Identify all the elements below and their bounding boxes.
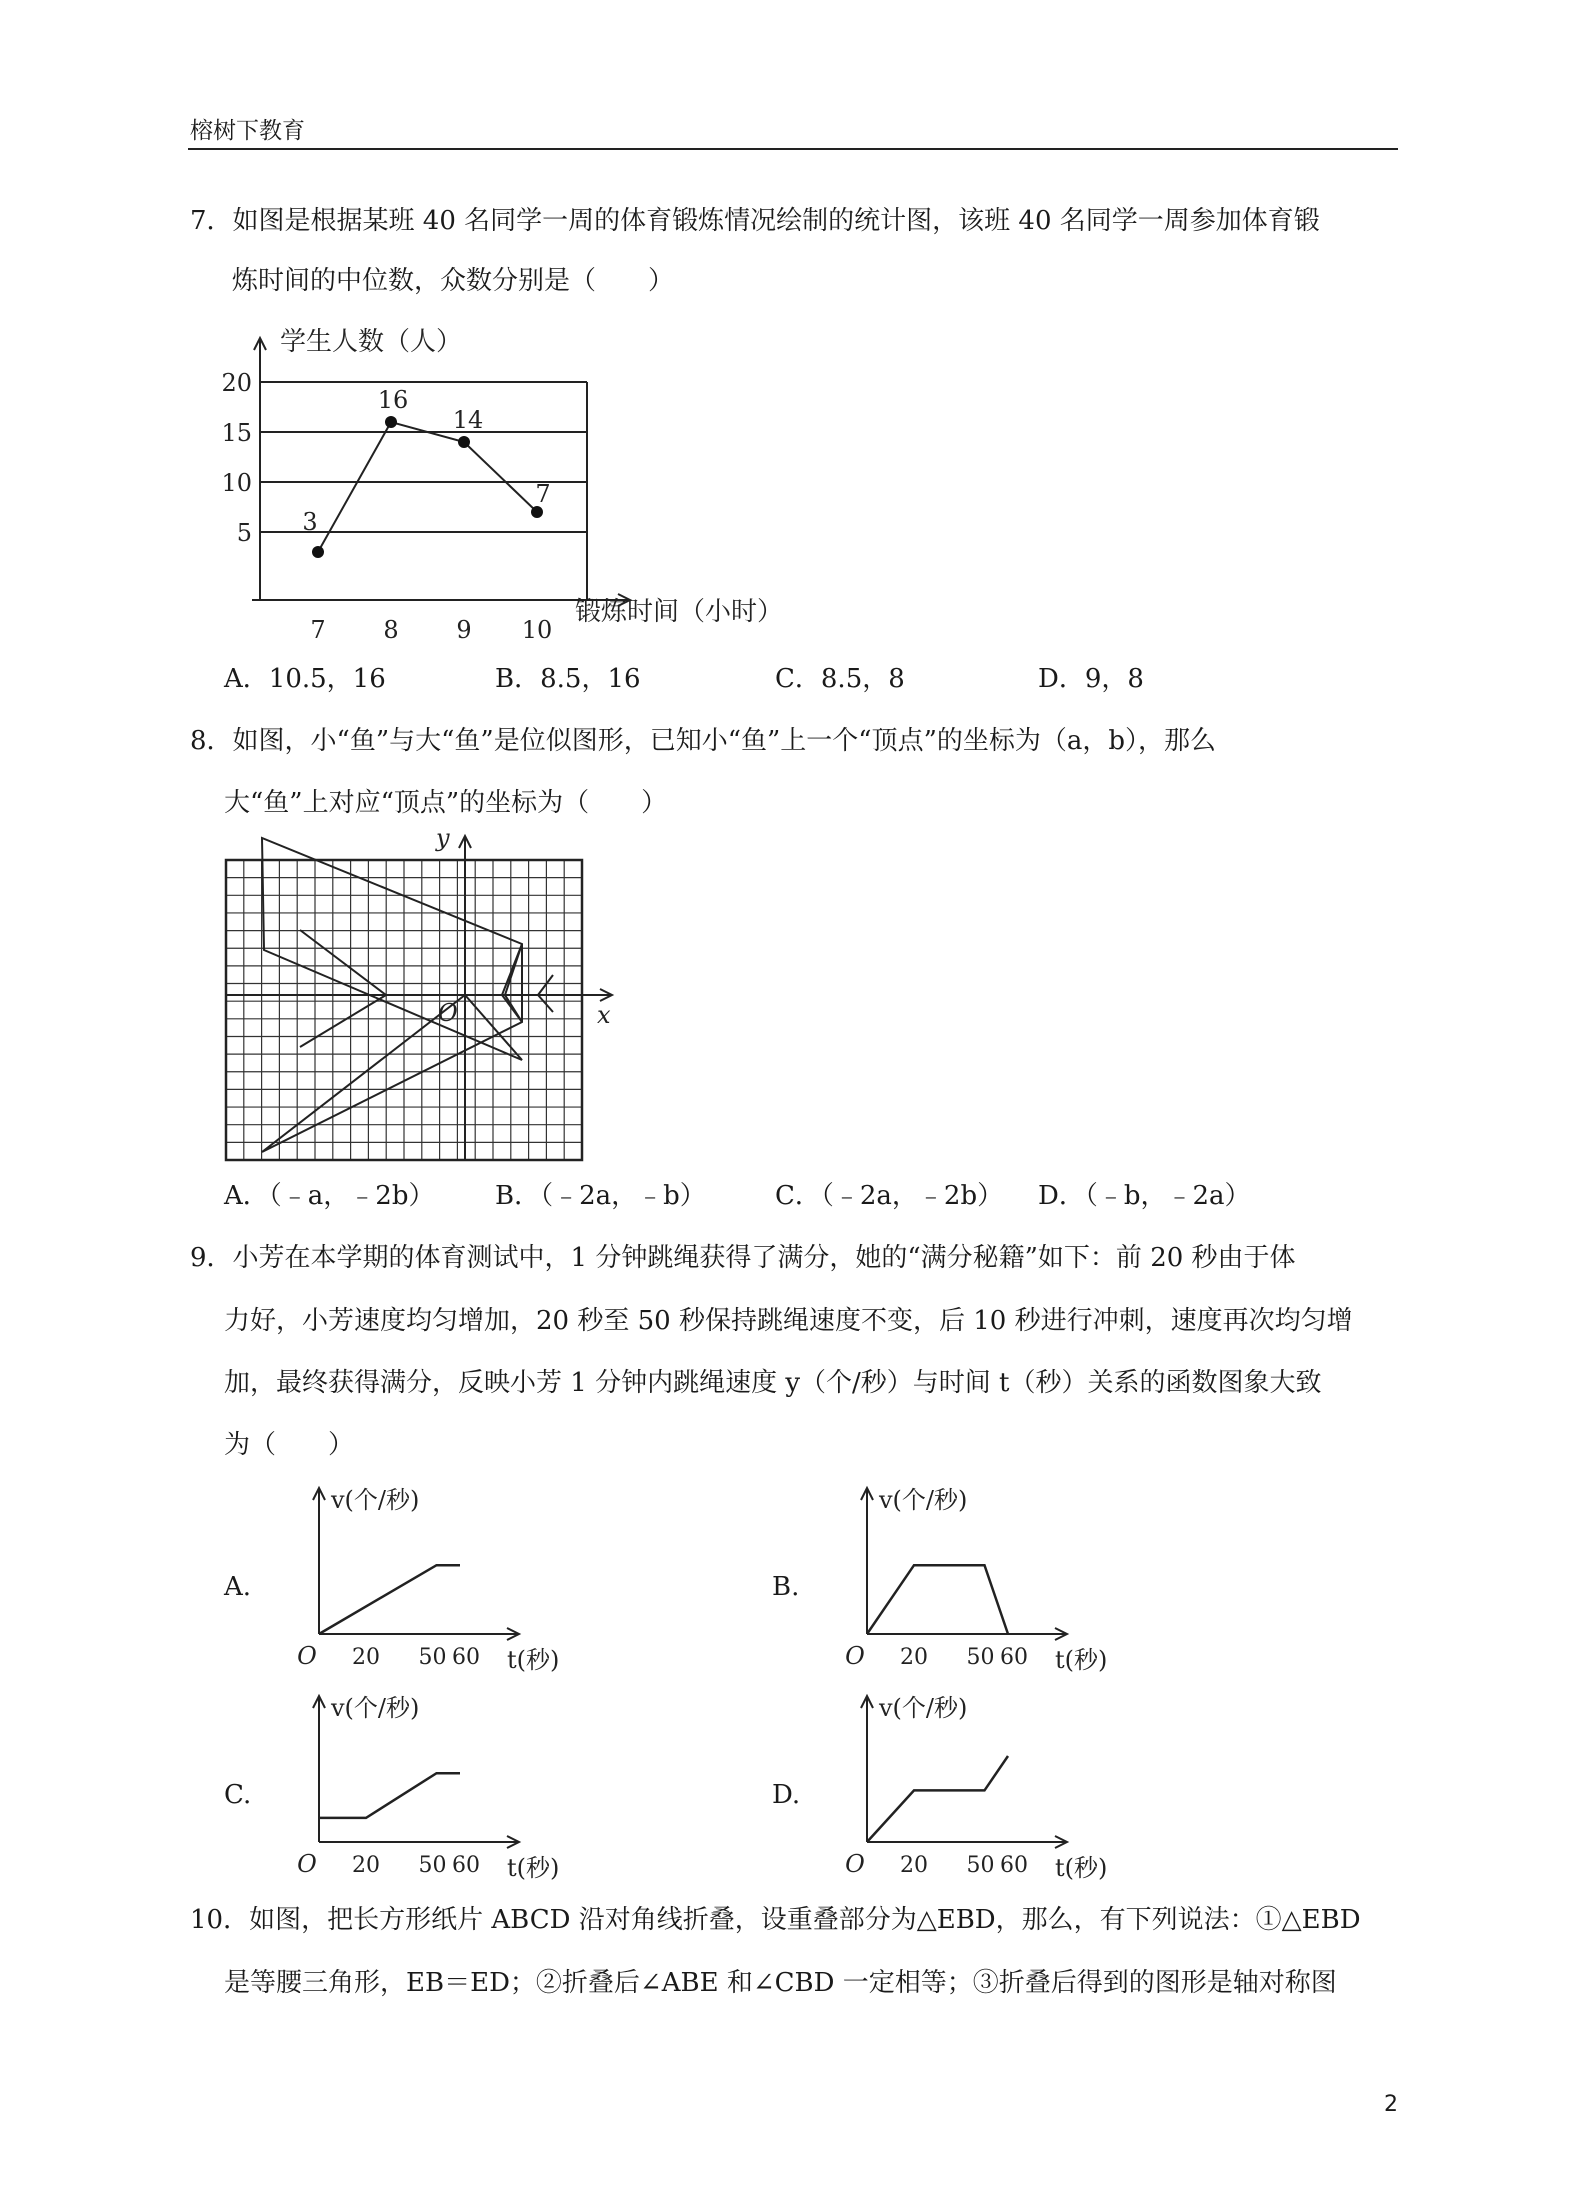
q9-line4: 为（ ）: [224, 1430, 355, 1460]
q9-xtick-label: 50: [966, 1645, 995, 1670]
chart-ytick-label: 20: [221, 369, 252, 397]
q8-axis-x-label: x: [597, 1001, 611, 1029]
q9-xlabel: t(秒): [507, 1646, 560, 1674]
q8-option-a[interactable]: A．（﹣a，﹣2b）: [224, 1181, 435, 1211]
chart-point: [458, 436, 470, 448]
q7-option-d[interactable]: D．9，8: [1038, 664, 1144, 694]
q8-line1: 8．如图，小“鱼”与大“鱼”是位似图形，已知小“鱼”上一个“顶点”的坐标为（a，b），那么: [190, 726, 1217, 756]
q9-ylabel: v(个/秒): [331, 1486, 420, 1514]
chart-point: [385, 416, 397, 428]
q9-graph-a: [269, 1478, 599, 1678]
chart-xlabel: 锻炼时间（小时）: [575, 597, 784, 627]
q9-origin-label: O: [845, 1850, 865, 1878]
chart-data-label: 16: [377, 386, 409, 414]
q9-xtick-label: 20: [352, 1853, 380, 1878]
q9-origin-label: O: [297, 1642, 317, 1670]
q9-graph-c: [269, 1686, 599, 1886]
q7-line1: 7．如图是根据某班 40 名同学一周的体育锻炼情况绘制的统计图，该班 40 名同学一周参加体育锻: [190, 206, 1320, 236]
q9-origin-label: O: [845, 1642, 865, 1670]
q8-option-b[interactable]: B．（﹣2a，﹣b）: [495, 1181, 706, 1211]
chart-ytick-label: 10: [221, 469, 252, 497]
q8-line2: 大“鱼”上对应“顶点”的坐标为（ ）: [224, 788, 668, 818]
q9-graph-curve: [319, 1565, 460, 1634]
chart-point: [312, 546, 324, 558]
q8-axis-y-label: y: [436, 824, 450, 852]
q9-origin-label: O: [297, 1850, 317, 1878]
header-title: 榕树下教育: [190, 118, 305, 144]
q9-ylabel: v(个/秒): [879, 1694, 968, 1722]
q9-xtick-label: 60: [1000, 1853, 1028, 1878]
q9-option-a[interactable]: A.: [224, 1572, 252, 1602]
q9-graph-curve: [319, 1773, 460, 1818]
q8-option-d[interactable]: D．（﹣b，﹣2a）: [1038, 1181, 1251, 1211]
chart-data-label: 14: [452, 406, 484, 434]
q7-option-b[interactable]: B．8.5，16: [495, 664, 641, 694]
q9-xtick-label: 20: [900, 1853, 928, 1878]
q9-xtick-label: 20: [900, 1645, 928, 1670]
q9-option-c[interactable]: C.: [224, 1780, 252, 1810]
q9-ylabel: v(个/秒): [331, 1694, 420, 1722]
q9-graph-curve: [867, 1565, 1008, 1634]
q9-line2: 力好，小芳速度均匀增加，20 秒至 50 秒保持跳绳速度不变，后 10 秒进行冲刺，速度再次均匀增: [224, 1306, 1353, 1336]
header-divider: [188, 148, 1398, 150]
q7-option-a[interactable]: A．10.5，16: [224, 664, 386, 694]
chart-xtick-label: 8: [383, 616, 399, 644]
q7-option-c[interactable]: C．8.5，8: [775, 664, 905, 694]
q9-graph-curve: [867, 1756, 1008, 1842]
q10-line2: 是等腰三角形，EB＝ED；②折叠后∠ABE 和∠CBD 一定相等；③折叠后得到的图形是轴对称图: [224, 1968, 1337, 1998]
chart-xtick-label: 7: [310, 616, 326, 644]
q7-line2: 炼时间的中位数，众数分别是（ ）: [232, 266, 675, 296]
q8-origin-label: O: [438, 999, 458, 1027]
q8-fish-grid: [220, 824, 620, 1170]
q9-xlabel: t(秒): [1055, 1854, 1108, 1882]
q9-line3: 加，最终获得满分，反映小芳 1 分钟内跳绳速度 y（个/秒）与时间 t（秒）关系的函数图象大致: [224, 1368, 1322, 1398]
chart-xtick-label: 9: [456, 616, 472, 644]
q9-line1: 9．小芳在本学期的体育测试中，1 分钟跳绳获得了满分，她的“满分秘籍”如下：前 20 秒由于体: [190, 1243, 1296, 1273]
q9-ylabel: v(个/秒): [879, 1486, 968, 1514]
q10-line1: 10．如图，把长方形纸片 ABCD 沿对角线折叠，设重叠部分为△EBD，那么，有下列说法：①△EBD: [190, 1905, 1361, 1935]
chart-ylabel: 学生人数（人）: [280, 327, 463, 357]
q9-xlabel: t(秒): [1055, 1646, 1108, 1674]
chart-ytick-label: 15: [221, 419, 252, 447]
chart-ytick-label: 5: [236, 519, 252, 547]
q9-xtick-label: 60: [452, 1645, 480, 1670]
q9-xtick-label: 50: [966, 1853, 995, 1878]
chart-data-label: 3: [302, 508, 318, 536]
q9-xtick-label: 60: [1000, 1645, 1028, 1670]
q7-line-chart: [210, 320, 830, 644]
q9-xtick-label: 50: [418, 1645, 447, 1670]
q9-graph-b: [817, 1478, 1147, 1678]
q8-small-fish-tail: [538, 975, 553, 1012]
q8-big-fish-tail: [300, 930, 386, 1047]
q9-xtick-label: 60: [452, 1853, 480, 1878]
q9-option-d[interactable]: D.: [772, 1780, 801, 1810]
chart-xtick-label: 10: [521, 616, 553, 644]
q9-graph-d: [817, 1686, 1147, 1886]
q9-option-b[interactable]: B.: [772, 1572, 800, 1602]
q9-xtick-label: 50: [418, 1853, 447, 1878]
q9-xlabel: t(秒): [507, 1854, 560, 1882]
chart-data-label: 7: [535, 480, 551, 508]
page-number: 2: [1384, 2092, 1398, 2117]
q8-option-c[interactable]: C．（﹣2a，﹣2b）: [775, 1181, 1004, 1211]
q9-xtick-label: 20: [352, 1645, 380, 1670]
